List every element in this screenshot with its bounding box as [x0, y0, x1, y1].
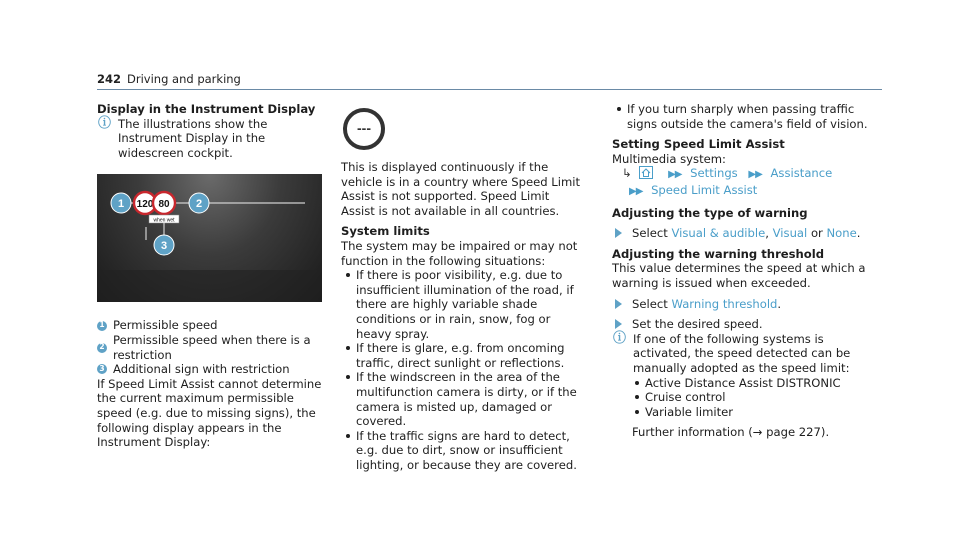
info-icon: ⓘ	[98, 115, 112, 131]
limits-list	[341, 268, 581, 472]
heading-system-limits: System limits	[341, 224, 430, 239]
heading-setting: Setting Speed Limit Assist	[612, 137, 785, 152]
menu-path-cont	[612, 183, 872, 200]
instrument-cluster-figure	[97, 174, 322, 302]
limits-list-cont	[612, 102, 872, 131]
header-rule	[97, 89, 882, 90]
column-1	[97, 102, 325, 450]
legend-item	[97, 333, 325, 362]
legend-badge: 1	[97, 321, 107, 331]
no-limit-sign-icon	[341, 106, 387, 152]
legend-text: Additional sign with restriction	[113, 362, 290, 377]
heading-warning-threshold: Adjusting the warning threshold	[612, 246, 825, 261]
option-warning-threshold[interactable]: Warning threshold	[671, 296, 778, 311]
legend-badge: 3	[97, 364, 107, 374]
step-arrow-icon	[615, 299, 622, 309]
cluster-illustration	[97, 174, 322, 302]
path-settings-link[interactable]: Settings	[690, 166, 738, 181]
limits-intro: The system may be impaired or may not function in the following situations:	[341, 238, 578, 268]
list-item: If you turn sharply when passing traffic signs outside the camera's field of vision.	[612, 102, 872, 131]
callout-1-label: 1	[117, 198, 125, 211]
speed-sign-80-label: 80	[158, 199, 170, 211]
list-item: If there is poor visibility, e.g. due to insufficient illumination of the road, if there are highly variable shade conditions or in rain, snow, fog or heavy spray.	[341, 268, 581, 341]
turn-arrow-icon: ↳	[622, 166, 632, 181]
step-arrow-icon	[615, 319, 622, 329]
section-title: Driving and parking	[127, 72, 241, 86]
systems-list	[612, 376, 872, 420]
further-text: Further information (	[632, 425, 753, 440]
period: .	[777, 296, 782, 311]
no-limit-sign-label: ---	[357, 120, 371, 136]
paragraph-not-supported: This is displayed continuously if the vehicle is in a country where Speed Limit Assist is not supported. Speed Limit Assist is not available in all countries.	[341, 160, 581, 218]
info-icon: ⓘ	[613, 330, 627, 346]
list-item: Active Distance Assist DISTRONIC	[630, 376, 872, 391]
list-item: Variable limiter	[630, 405, 872, 420]
speed-sign-120-label: 120	[136, 199, 154, 211]
list-item: If there is glare, e.g. from oncoming traffic, direct sunlight or reflections.	[341, 341, 581, 370]
period: .	[856, 226, 861, 241]
callout-3-label: 3	[160, 240, 168, 253]
chevron-double-icon: ▶▶	[629, 185, 643, 197]
step-text: Set the desired speed.	[632, 317, 763, 332]
option-visual[interactable]: Visual	[772, 226, 808, 241]
step-arrow-icon	[615, 228, 622, 238]
step-select-warning-type	[612, 226, 872, 241]
setting-intro: Multimedia system:	[612, 151, 726, 166]
legend-text: Permissible speed	[113, 318, 218, 333]
page-header	[97, 72, 887, 86]
list-item: If the windscreen in the area of the multifunction camera is dirty, or if the camera is misted up, damaged or covered.	[341, 370, 581, 428]
heading-warning-type: Adjusting the type of warning	[612, 205, 808, 220]
legend-text: Permissible speed when there is a restriction	[113, 332, 311, 362]
step-set-speed	[612, 317, 872, 332]
step-text: Select	[632, 296, 668, 311]
legend-item	[97, 362, 325, 377]
home-icon[interactable]	[639, 166, 653, 179]
or-text: or	[810, 226, 823, 241]
path-assistance-link[interactable]: Assistance	[770, 166, 833, 181]
page-ref-arrow-icon: →	[752, 425, 763, 440]
further-info	[612, 425, 872, 440]
chevron-double-icon: ▶▶	[668, 169, 682, 181]
heading-display: Display in the Instrument Display	[97, 102, 316, 116]
list-item: Cruise control	[630, 390, 872, 405]
note-text: If one of the following systems is activated, the speed detected can be manually adopted as the speed limit:	[633, 331, 851, 375]
note-illustrations	[97, 117, 325, 161]
column-3	[612, 102, 872, 440]
legend-item	[97, 318, 325, 333]
threshold-intro: This value determines the speed at which a warning is issued when exceeded.	[612, 261, 866, 290]
chevron-double-icon: ▶▶	[748, 169, 762, 181]
legend-badge: 2	[97, 343, 107, 353]
page-number: 242	[97, 72, 122, 86]
callout-2-label: 2	[195, 198, 203, 211]
step-select-threshold	[612, 297, 872, 312]
additional-sign-label: when wet	[153, 217, 175, 224]
note-systems	[612, 332, 872, 376]
option-none[interactable]: None	[826, 226, 857, 241]
list-item: If the traffic signs are hard to detect, e.g. due to dirt, snow or insufficient lighting, or because they are covered.	[341, 429, 581, 473]
step-text: Select	[632, 226, 668, 241]
page-ref-link[interactable]: page 227).	[762, 425, 830, 440]
separator: ,	[765, 226, 769, 241]
option-visual-audible[interactable]: Visual & audible	[671, 226, 766, 241]
menu-path	[612, 166, 872, 183]
path-speed-limit-link[interactable]: Speed Limit Assist	[651, 182, 758, 197]
note-text: The illustrations show the Instrument Display in the widescreen cockpit.	[118, 116, 268, 160]
paragraph-no-limit: If Speed Limit Assist cannot determine the current maximum permissible speed (e.g. due to missing signs), the following display appears in the Instrument Display:	[97, 376, 322, 450]
column-2	[341, 102, 581, 472]
